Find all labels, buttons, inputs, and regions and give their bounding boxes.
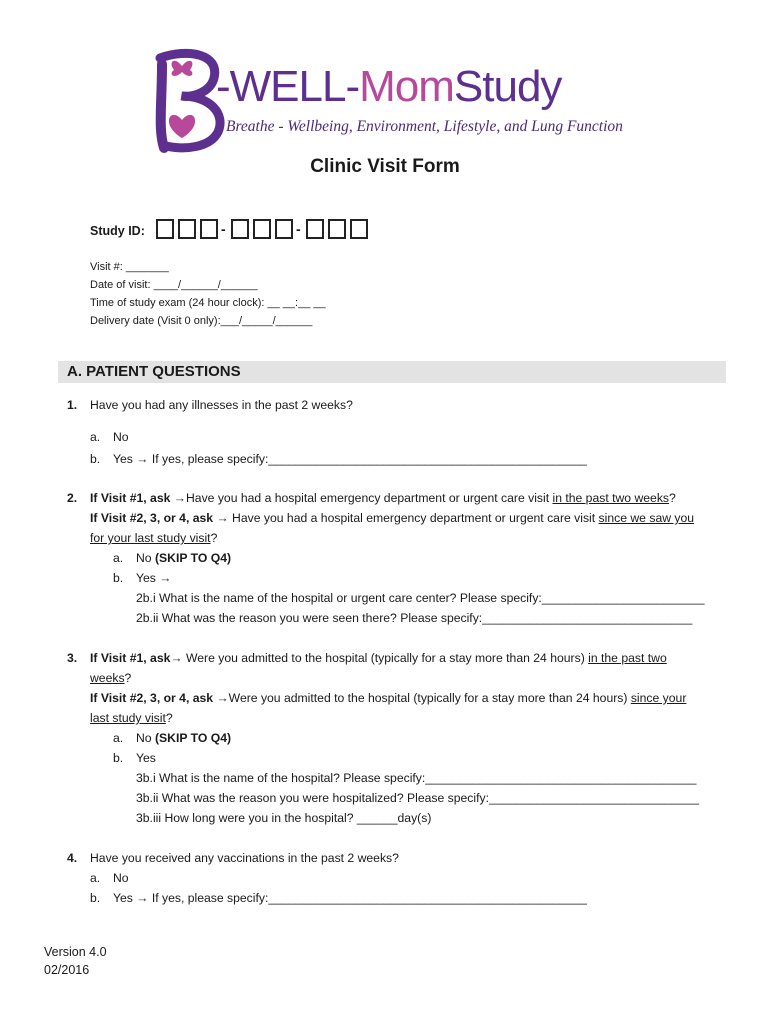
study-id-box[interactable] <box>231 219 249 239</box>
q2-option-a-label: No (SKIP TO Q4) <box>136 551 232 565</box>
butterfly-icon <box>172 61 193 76</box>
q3-line1: If Visit #1, ask→ Were you admitted to the hospital (typically for a stay more than 24 hours) in the past two <box>90 651 667 665</box>
study-id-box[interactable] <box>306 219 324 239</box>
visit-fields <box>90 258 326 330</box>
q4-option-b-label: Yes → If yes, please specify:_______________________________________________ <box>113 891 587 905</box>
q2-line3: for your last study visit? <box>90 531 218 545</box>
footer-version <box>44 943 107 979</box>
q1-number: 1. <box>67 398 78 412</box>
q3-sub-iii[interactable]: 3b.iii How long were you in the hospital? ______day(s) <box>136 811 432 825</box>
q1-option-a-label: No <box>113 430 129 444</box>
version-label: Version 4.0 <box>44 945 107 959</box>
q2-sub-ii[interactable]: 2b.ii What was the reason you were seen there? Please specify:_______________________________ <box>136 611 693 625</box>
q3-option-b-label: Yes <box>136 751 156 765</box>
q4-option-a-label: No <box>113 871 129 885</box>
exam-time-field[interactable]: Time of study exam (24 hour clock): __ __:__ __ <box>90 297 326 309</box>
q2-line1: If Visit #1, ask →Have you had a hospital emergency department or urgent care visit in the past two weeks? <box>90 491 676 505</box>
study-logo <box>148 44 628 154</box>
delivery-date-field[interactable]: Delivery date (Visit 0 only):___/_____/______ <box>90 315 313 327</box>
study-id-box[interactable] <box>178 219 196 239</box>
q3-line4: last study visit? <box>90 711 173 725</box>
study-id-box[interactable] <box>156 219 174 239</box>
q3-option-b[interactable]: b. <box>113 751 124 765</box>
study-id-label: Study ID: <box>90 224 145 238</box>
q2-sub-i[interactable]: 2b.i What is the name of the hospital or urgent care center? Please specify:________________________ <box>136 591 705 605</box>
q2-option-a[interactable]: a. <box>113 551 124 565</box>
q3-sub-i[interactable]: 3b.i What is the name of the hospital? Please specify:________________________________________ <box>136 771 697 785</box>
study-id-box[interactable] <box>350 219 368 239</box>
q3-line2: weeks? <box>90 671 132 685</box>
q3-line3: If Visit #2, 3, or 4, ask →Were you admitted to the hospital (typically for a stay more than 24 hours) since your <box>90 691 687 705</box>
q4-number: 4. <box>67 851 78 865</box>
section-a-title: A. PATIENT QUESTIONS <box>67 363 241 380</box>
visit-number-field[interactable]: Visit #: _______ <box>90 261 169 273</box>
q1-option-a[interactable]: a. <box>90 430 101 444</box>
q4-text: Have you received any vaccinations in the past 2 weeks? <box>90 851 399 865</box>
study-id-box[interactable] <box>200 219 218 239</box>
study-id-box[interactable] <box>328 219 346 239</box>
q4-option-b[interactable]: b. <box>90 891 101 905</box>
q3-number: 3. <box>67 651 78 665</box>
study-id-dash: - <box>221 221 226 237</box>
form-title: Clinic Visit Form <box>310 156 460 177</box>
logo-tagline: Breathe - Wellbeing, Environment, Lifestyle, and Lung Function <box>226 118 623 135</box>
study-id-dash: - <box>296 221 301 237</box>
q4-option-a[interactable]: a. <box>90 871 101 885</box>
q1-text: Have you had any illnesses in the past 2 weeks? <box>90 398 353 412</box>
q3-option-a[interactable]: a. <box>113 731 124 745</box>
q1-option-b-label: Yes → If yes, please specify:_______________________________________________ <box>113 452 587 466</box>
q2-number: 2. <box>67 491 78 505</box>
q2-option-b[interactable]: b. <box>113 571 124 585</box>
q2-line2: If Visit #2, 3, or 4, ask → Have you had a hospital emergency department or urgent care visit since we saw you <box>90 511 695 525</box>
study-id-box[interactable] <box>275 219 293 239</box>
q2-option-b-label: Yes → <box>136 571 172 585</box>
q1-option-b[interactable]: b. <box>90 452 101 466</box>
logo-wordmark: -WELL-MomStudy <box>216 62 562 111</box>
version-date: 02/2016 <box>44 963 90 977</box>
heart-icon <box>169 115 195 138</box>
q3-sub-ii[interactable]: 3b.ii What was the reason you were hospitalized? Please specify:_______________________________ <box>136 791 700 805</box>
q3-option-a-label: No (SKIP TO Q4) <box>136 731 232 745</box>
visit-date-field[interactable]: Date of visit: ____/______/______ <box>90 279 258 291</box>
study-id-box[interactable] <box>253 219 271 239</box>
